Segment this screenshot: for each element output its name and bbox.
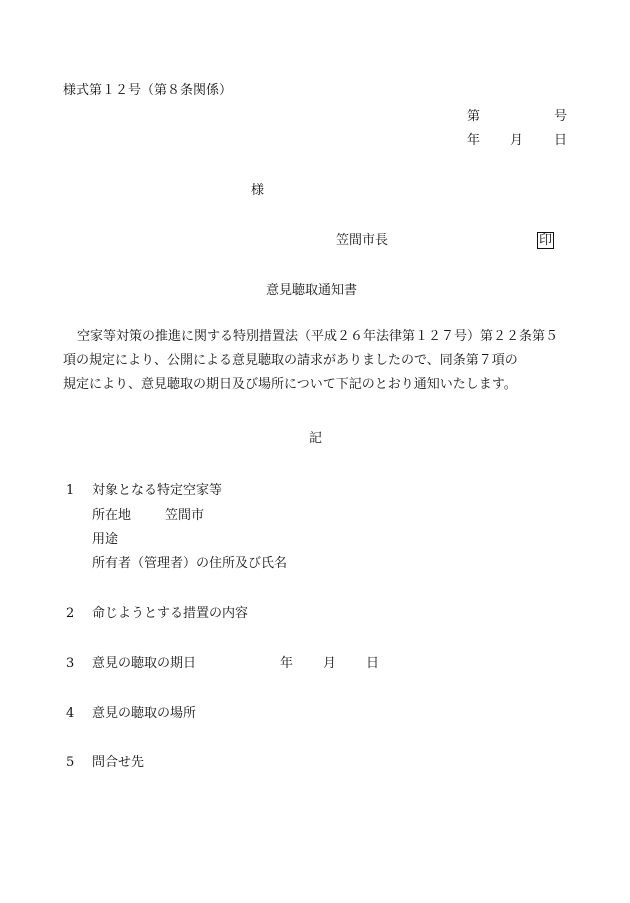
form-label: 様式第１２号（第８条関係）: [63, 83, 233, 98]
date-month: 月: [510, 133, 524, 148]
item-number: 5: [66, 755, 75, 770]
location-value: 笠間市: [165, 508, 205, 523]
usage-label: 用途: [92, 532, 119, 547]
date-day: 日: [554, 133, 568, 148]
owner-label: 所有者（管理者）の住所及び氏名: [92, 556, 288, 571]
item-text: 命じようとする措置の内容: [92, 606, 249, 621]
body-line-1: 空家等対策の推進に関する特別措置法（平成２６年法律第１２７号）第２２条第５: [77, 329, 559, 344]
document-title: 意見聴取通知書: [266, 283, 358, 298]
addressee-suffix: 様: [251, 183, 265, 198]
body-line-3: 規定により、意見聴取の期日及び場所について下記のとおり通知いたします。: [63, 377, 517, 392]
item-number: 1: [66, 483, 75, 498]
item3-month: 月: [323, 656, 337, 671]
item3-year: 年: [280, 656, 294, 671]
item3-day: 日: [366, 656, 380, 671]
item-number: 3: [66, 656, 75, 671]
seal-stamp: [537, 232, 554, 249]
item-number: 2: [66, 606, 75, 621]
ki-heading: 記: [309, 431, 323, 446]
doc-number-prefix: 第: [467, 109, 481, 124]
body-paragraph: [63, 325, 573, 397]
item-number: 4: [66, 706, 75, 721]
item-text: 意見の聴取の期日: [92, 656, 197, 671]
item-text: 問合せ先: [92, 755, 145, 770]
sender-name: 笠間市長: [336, 233, 389, 248]
item-text: 対象となる特定空家等: [92, 483, 223, 498]
body-line-2: 項の規定により、公開による意見聴取の請求がありましたので、同条第７項の: [63, 353, 518, 368]
doc-number-suffix: 号: [554, 109, 568, 124]
location-label: 所在地: [92, 508, 132, 523]
item-text: 意見の聴取の場所: [92, 706, 197, 721]
seal-mark: 印: [539, 233, 553, 248]
date-year: 年: [467, 133, 481, 148]
